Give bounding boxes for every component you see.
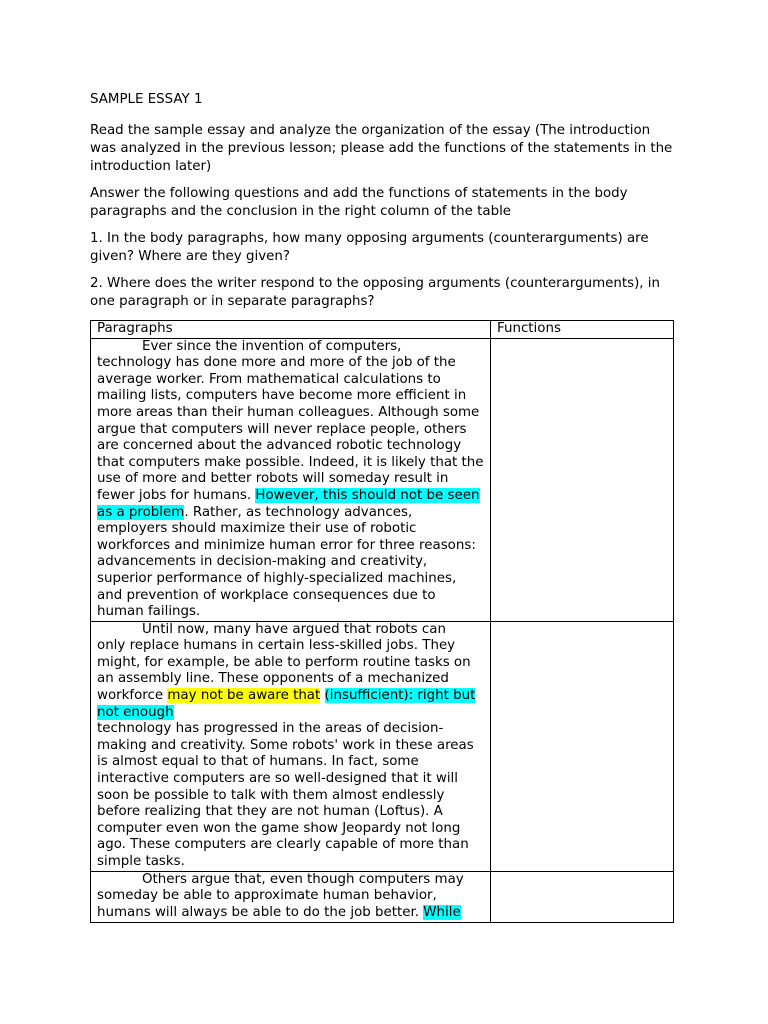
cyan-highlight: However, this should not be seen as a problem [97, 487, 480, 520]
header-paragraphs: Paragraphs [91, 321, 491, 339]
paragraph-text: technology has progressed in the areas of decision-making and creativity. Some robots' work in these areas is almost equal to that of humans. In fact, some interactive computers are so well-designed that it will soon be possible to talk with them almost endlessly before realizing that they are not human (Loftus). A computer even won the game show Jeopardy not long ago. These computers are clearly capable of more than simple tasks. [97, 721, 474, 869]
instruction-paragraph-2: Answer the following questions and add the functions of statements in the body paragraphs and the conclusion in the right column of the table [90, 186, 628, 219]
paragraph-cell-3 [91, 871, 491, 922]
table-row [91, 871, 674, 922]
paragraph-text: . Rather, as technology advances, employers should maximize their use of robotic workforces and minimize human error for three reasons: advancements in decision-making and creativity, superior performance of highly-specialized machines, and prevention of workplace consequences due to human failings. [97, 504, 476, 620]
essay-table [90, 320, 674, 923]
paragraph-first-line: Ever since the invention of computers, [142, 338, 402, 354]
document-title: SAMPLE ESSAY 1 [90, 92, 203, 107]
question-1: 1. In the body paragraphs, how many opposing arguments (counterarguments) are given? Where are they given? [90, 231, 649, 264]
functions-cell-2[interactable] [491, 621, 674, 871]
paragraph-cell-1 [91, 338, 491, 621]
paragraph-text: technology has done more and more of the job of the average worker. From mathematical calculations to mailing lists, computers have become more efficient in more areas than their human colleagues. Although some argue that computers will never replace people, others are concerned about the advanced robotic technology that computers make possible. Indeed, it is likely that the use of more and better robots will someday result in fewer jobs for humans. [97, 355, 484, 503]
table-row [91, 621, 674, 871]
cyan-highlight: (insufficient): right but not enough [97, 688, 476, 720]
paragraph-first-line: Others argue that, even though computers may [142, 871, 464, 887]
paragraph-first-line: Until now, many have argued that robots can [142, 621, 446, 637]
document-page [90, 91, 680, 923]
table-header-row [91, 321, 674, 339]
yellow-highlight: may not be aware that [167, 688, 321, 704]
paragraph-text: someday be able to approximate human behavior, humans will always be able to do the job better. [97, 888, 437, 920]
paragraph-clip [97, 872, 484, 922]
header-functions: Functions [491, 321, 674, 339]
cyan-highlight: While [423, 904, 461, 920]
functions-cell-3[interactable] [491, 871, 674, 922]
paragraph-cell-2 [91, 621, 491, 871]
space [320, 688, 324, 703]
question-2: 2. Where does the writer respond to the opposing arguments (counterarguments), in one paragraph or in separate paragraphs? [90, 276, 661, 309]
table-row [91, 338, 674, 621]
functions-cell-1[interactable] [491, 338, 674, 621]
instruction-paragraph-1: Read the sample essay and analyze the organization of the essay (The introduction was analyzed in the previous lesson; please add the functions of the statements in the introduction later) [90, 123, 673, 174]
paragraph-text: only replace humans in certain less-skilled jobs. They might, for example, be able to perform routine tasks on an assembly line. These opponents of a mechanized workforce [97, 638, 471, 704]
